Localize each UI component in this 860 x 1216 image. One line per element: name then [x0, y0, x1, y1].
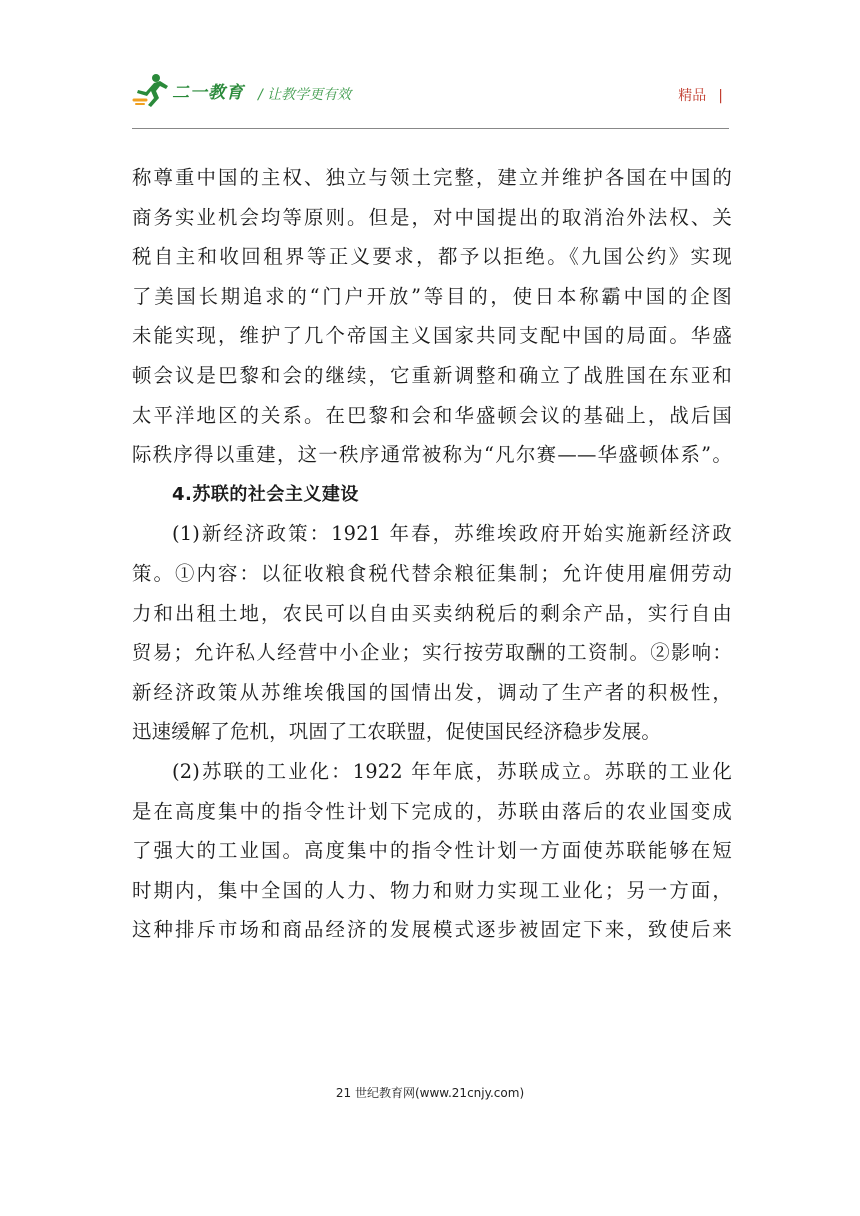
- document-body: [132, 158, 732, 950]
- running-figure-logo-icon: [132, 72, 172, 108]
- paragraph-line: 时期内，集中全国的人力、物力和财力实现工业化；另一方面，: [132, 878, 732, 902]
- paragraph-line: 迅速缓解了危机，巩固了工农联盟，促使国民经济稳步发展。: [132, 720, 661, 744]
- paragraph-line: 策。①内容：以征收粮食税代替余粮征集制；允许使用雇佣劳动: [132, 561, 732, 585]
- quality-label: [678, 85, 723, 105]
- paragraph-line: 新经济政策从苏维埃俄国的国情出发，调动了生产者的积极性，: [132, 680, 732, 704]
- text-line: 太平洋地区的关系。在巴黎和会和华盛顿会议的基础上，战后国: [132, 403, 732, 427]
- brand-name: 二一教育: [172, 83, 244, 103]
- paragraph-line: 这种排斥市场和商品经济的发展模式逐步被固定下来，致使后来: [132, 918, 732, 942]
- text-line: 未能实现，维护了几个帝国主义国家共同支配中国的局面。华盛: [132, 324, 732, 348]
- quality-text: 精品: [678, 88, 707, 104]
- text-line: 顿会议是巴黎和会的继续，它重新调整和确立了战胜国在东亚和: [132, 363, 732, 387]
- text-line: 际秩序得以重建，这一秩序通常被称为“凡尔赛——华盛顿体系”。: [132, 443, 732, 467]
- header-separator: |: [718, 88, 723, 104]
- paragraph-line: 了强大的工业国。高度集中的指令性计划一方面使苏联能够在短: [132, 839, 732, 863]
- paragraph-line: (2)苏联的工业化：1922 年年底，苏联成立。苏联的工业化: [172, 759, 732, 783]
- text-line: 商务实业机会均等原则。但是，对中国提出的取消治外法权、关: [132, 205, 732, 229]
- paragraph-line: 是在高度集中的指令性计划下完成的，苏联由落后的农业国变成: [132, 799, 732, 823]
- brand-logo: [132, 72, 244, 108]
- page-footer: 21 世纪教育网(www.21cnjy.com): [335, 1086, 525, 1100]
- text-line: 了美国长期追求的“门户开放”等目的，使日本称霸中国的企图: [132, 284, 732, 308]
- text-line: 称尊重中国的主权、独立与领土完整，建立并维护各国在中国的: [132, 166, 732, 189]
- section-heading: 4.苏联的社会主义建设: [172, 483, 359, 505]
- page-header: [132, 72, 729, 112]
- text-line: 税自主和收回租界等正义要求，都予以拒绝。《九国公约》实现: [132, 245, 732, 269]
- paragraph-line: 贸易；允许私人经营中小企业；实行按劳取酬的工资制。②影响：: [132, 641, 732, 665]
- paragraph-line: (1)新经济政策：1921 年春，苏维埃政府开始实施新经济政: [172, 522, 732, 546]
- paragraph-line: 力和出租土地，农民可以自由买卖纳税后的剩余产品，实行自由: [132, 601, 732, 625]
- brand-slogan: / 让教学更有效: [258, 87, 352, 103]
- header-divider: [132, 128, 729, 129]
